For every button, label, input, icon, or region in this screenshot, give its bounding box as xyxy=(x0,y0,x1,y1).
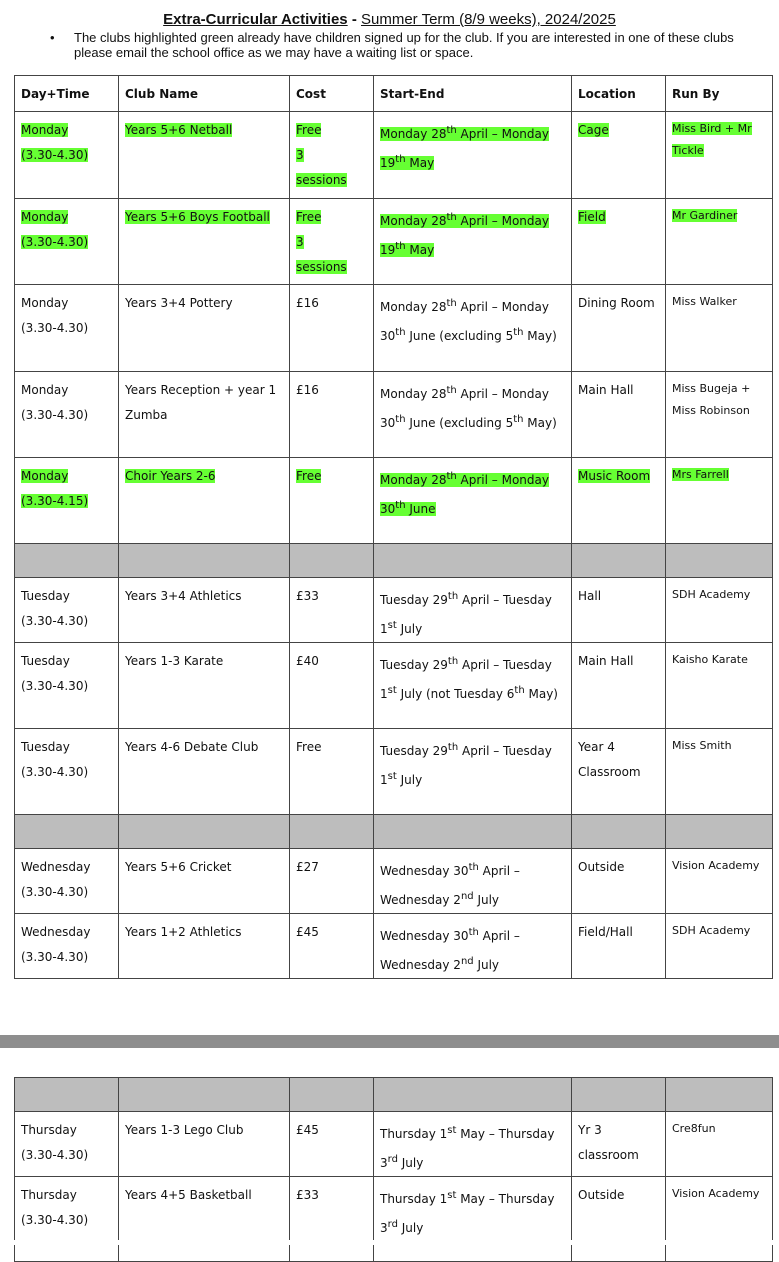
club-cell: Years 1+2 Athletics xyxy=(119,914,290,979)
runby-cell: Vision Academy xyxy=(666,849,773,914)
club-cell: Years 1-3 Karate xyxy=(119,643,290,729)
club-cell: Years 5+6 Cricket xyxy=(119,849,290,914)
location-cell: Main Hall xyxy=(572,643,666,729)
dates-cell: Wednesday 30th April – Wednesday 2nd July xyxy=(374,914,572,979)
location-cell: Dining Room xyxy=(572,285,666,372)
cost-cell: £16 xyxy=(290,372,374,458)
location-cell: Field/Hall xyxy=(572,914,666,979)
activities-table-page2 xyxy=(14,1077,773,1262)
club-cell: Years 3+4 Athletics xyxy=(119,578,290,643)
note-text: The clubs highlighted green already have children signed up for the club. If you are interested in one of these clubs please email the school office as we may have a waiting list or space. xyxy=(74,30,734,60)
dates-cell: Thursday 1st May – Thursday 3rd July xyxy=(374,1112,572,1177)
table-row xyxy=(15,199,773,285)
dates-cell: Monday 28th April – Monday 30th June (excluding 5th May) xyxy=(374,285,572,372)
location-cell: Hall xyxy=(572,578,666,643)
day-cell: Thursday (3.30-4.30) xyxy=(15,1177,119,1242)
table-row xyxy=(15,458,773,544)
dates-cell: Thursday 1st May – Thursday 3rd July xyxy=(374,1177,572,1242)
day-cell: Monday (3.30-4.30) xyxy=(15,285,119,372)
club-cell: Years 1-3 Lego Club xyxy=(119,1112,290,1177)
table-row xyxy=(15,372,773,458)
club-cell: Years 5+6 Boys Football xyxy=(119,199,290,285)
table-row xyxy=(15,729,773,815)
cost-cell: Free xyxy=(290,729,374,815)
runby-cell: Mrs Farrell xyxy=(666,458,773,544)
location-cell: Field xyxy=(572,199,666,285)
location-cell: Outside xyxy=(572,1177,666,1242)
cost-cell: £45 xyxy=(290,914,374,979)
runby-cell: Miss Smith xyxy=(666,729,773,815)
document-title xyxy=(0,10,779,29)
day-cell: Monday (3.30-4.15) xyxy=(15,458,119,544)
table-row xyxy=(15,285,773,372)
cost-cell: £27 xyxy=(290,849,374,914)
runby-cell: Kaisho Karate xyxy=(666,643,773,729)
page-break xyxy=(0,1035,779,1048)
day-cell: Wednesday (3.30-4.30) xyxy=(15,914,119,979)
col-header-location: Location xyxy=(572,76,666,112)
club-cell: Years 4-6 Debate Club xyxy=(119,729,290,815)
club-cell: Years 3+4 Pottery xyxy=(119,285,290,372)
col-header-club: Club Name xyxy=(119,76,290,112)
location-cell: Cage xyxy=(572,112,666,199)
table-row xyxy=(15,643,773,729)
club-cell: Years 5+6 Netball xyxy=(119,112,290,199)
runby-cell: SDH Academy xyxy=(666,578,773,643)
title-text: Extra-Curricular Activities xyxy=(163,11,348,28)
title-separator: - xyxy=(351,11,357,28)
col-header-day: Day+Time xyxy=(15,76,119,112)
activities-table-page1 xyxy=(14,75,773,979)
table-row xyxy=(15,1112,773,1177)
separator-row xyxy=(15,815,773,849)
col-header-dates: Start-End xyxy=(374,76,572,112)
dates-cell: Monday 28th April – Monday 30th June (excluding 5th May) xyxy=(374,372,572,458)
location-cell: Year 4 Classroom xyxy=(572,729,666,815)
runby-cell: Miss Bird + Mr Tickle xyxy=(666,112,773,199)
dates-cell: Tuesday 29th April – Tuesday 1st July xyxy=(374,578,572,643)
table-row xyxy=(15,849,773,914)
runby-cell: Vision Academy xyxy=(666,1177,773,1242)
runby-cell: Cre8fun xyxy=(666,1112,773,1177)
runby-cell: Mr Gardiner xyxy=(666,199,773,285)
runby-cell: SDH Academy xyxy=(666,914,773,979)
day-cell: Monday (3.30-4.30) xyxy=(15,112,119,199)
location-cell: Yr 3 classroom xyxy=(572,1112,666,1177)
day-cell: Monday (3.30-4.30) xyxy=(15,199,119,285)
location-cell: Outside xyxy=(572,849,666,914)
day-cell: Tuesday (3.30-4.30) xyxy=(15,729,119,815)
separator-row xyxy=(15,1078,773,1112)
cost-cell: £33 xyxy=(290,1177,374,1242)
table-row xyxy=(15,914,773,979)
table-row xyxy=(15,1177,773,1242)
dates-cell: Monday 28th April – Monday 19th May xyxy=(374,112,572,199)
runby-cell: Miss Bugeja + Miss Robinson xyxy=(666,372,773,458)
club-cell: Choir Years 2-6 xyxy=(119,458,290,544)
cost-cell: Free xyxy=(290,458,374,544)
location-cell: Music Room xyxy=(572,458,666,544)
dates-cell: Tuesday 29th April – Tuesday 1st July (not Tuesday 6th May) xyxy=(374,643,572,729)
cost-cell: Free 3 sessions xyxy=(290,112,374,199)
dates-cell: Tuesday 29th April – Tuesday 1st July xyxy=(374,729,572,815)
col-header-cost: Cost xyxy=(290,76,374,112)
day-cell: Thursday (3.30-4.30) xyxy=(15,1112,119,1177)
table-row xyxy=(15,112,773,199)
location-cell: Main Hall xyxy=(572,372,666,458)
separator-row xyxy=(15,544,773,578)
dates-cell: Wednesday 30th April – Wednesday 2nd July xyxy=(374,849,572,914)
day-cell: Tuesday (3.30-4.30) xyxy=(15,643,119,729)
page-cut xyxy=(0,1240,779,1245)
cost-cell: £16 xyxy=(290,285,374,372)
day-cell: Monday (3.30-4.30) xyxy=(15,372,119,458)
club-cell: Years 4+5 Basketball xyxy=(119,1177,290,1242)
title-subtitle: Summer Term (8/9 weeks), 2024/2025 xyxy=(361,11,616,28)
bullet-icon: • xyxy=(50,30,55,45)
day-cell: Wednesday (3.30-4.30) xyxy=(15,849,119,914)
cost-cell: £40 xyxy=(290,643,374,729)
dates-cell: Monday 28th April – Monday 30th June xyxy=(374,458,572,544)
col-header-runby: Run By xyxy=(666,76,773,112)
club-cell: Years Reception + year 1 Zumba xyxy=(119,372,290,458)
cost-cell: Free 3 sessions xyxy=(290,199,374,285)
day-cell: Tuesday (3.30-4.30) xyxy=(15,578,119,643)
cost-cell: £33 xyxy=(290,578,374,643)
runby-cell: Miss Walker xyxy=(666,285,773,372)
table-header-row xyxy=(15,76,773,112)
table-row xyxy=(15,578,773,643)
dates-cell: Monday 28th April – Monday 19th May xyxy=(374,199,572,285)
cost-cell: £45 xyxy=(290,1112,374,1177)
